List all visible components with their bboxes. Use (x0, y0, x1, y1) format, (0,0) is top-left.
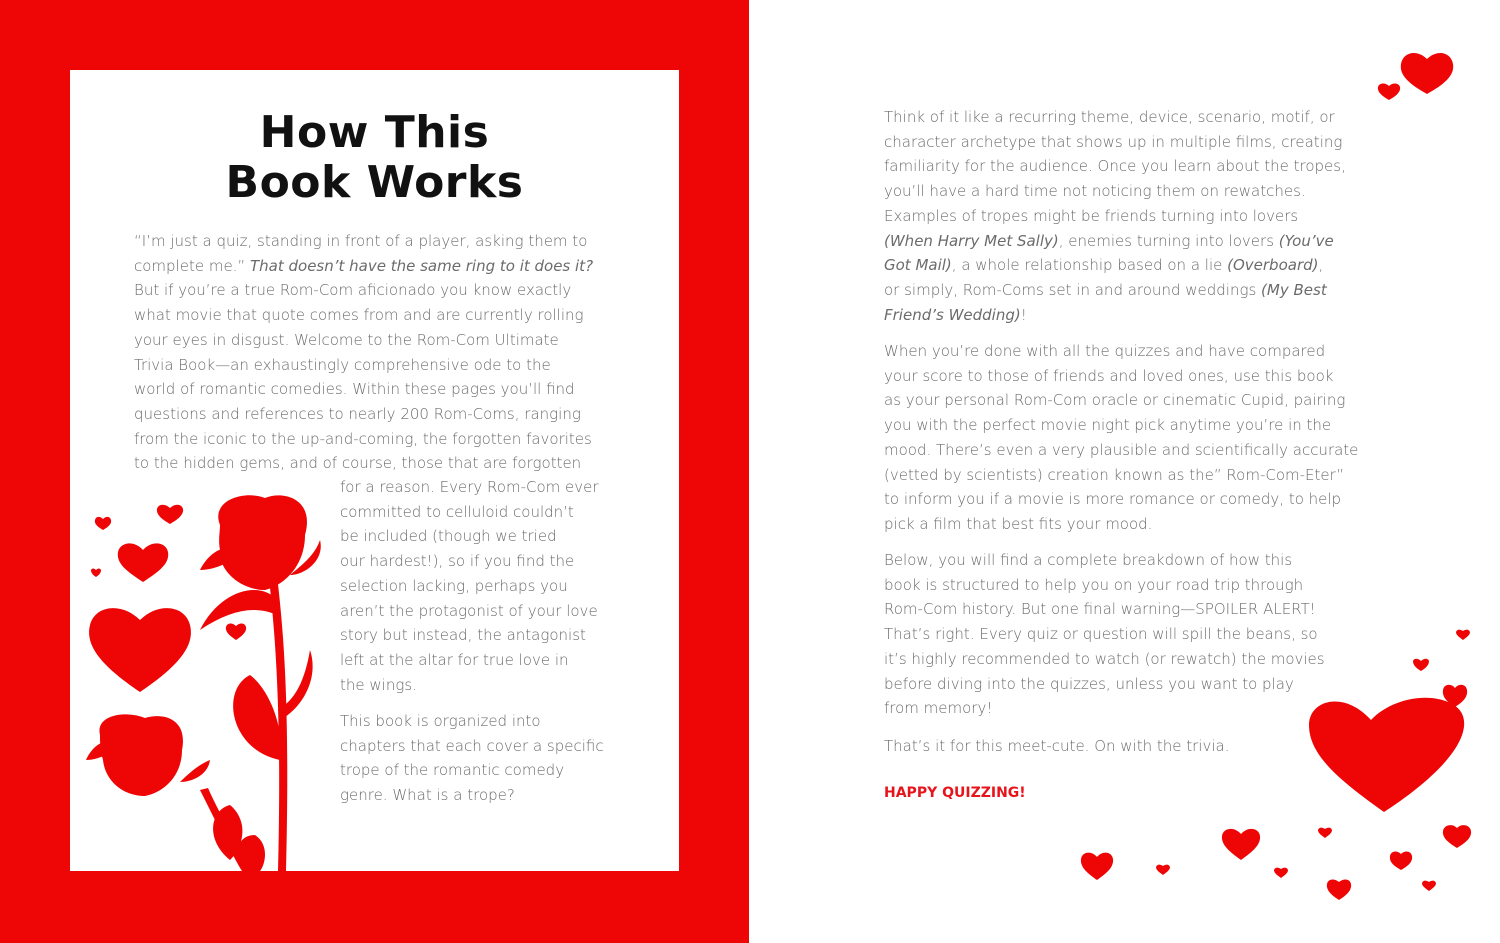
heart-icon (1274, 868, 1288, 878)
text-line: That’s it for this meet-cute. On with the trivia. (884, 737, 1230, 755)
text-line: aren’t the protagonist of your love (340, 601, 598, 620)
text-line: to inform you if a movie is more romance or comedy, to help (884, 490, 1342, 509)
text-line: Rom-Com history. But one final warning—SPOILER ALERT! (884, 600, 1316, 619)
text-line: before diving into the quizzes, unless you want to play (884, 674, 1294, 693)
text-line: as your personal Rom-Com oracle or cinematic Cupid, pairing (884, 391, 1346, 410)
trope-definition-paragraph (884, 105, 1346, 327)
text-line: character archetype that shows up in multiple films, creating (884, 132, 1343, 151)
spoiler-paragraph (884, 548, 1325, 721)
heart-icon (1378, 83, 1400, 100)
text-span: , (1318, 256, 1324, 275)
heart-icon (91, 569, 101, 578)
heart-icon (1081, 853, 1113, 880)
heart-icon (1327, 880, 1351, 900)
movie-title: Got Mail) (884, 256, 952, 275)
heart-icon (89, 608, 191, 692)
text-line: Trivia Book—an exhaustingly comprehensive ode to the (134, 355, 551, 374)
movie-title: (My Best (1261, 280, 1327, 299)
text-line: familiarity for the audience. Once you learn about the tropes, (884, 157, 1346, 176)
text-line: from the iconic to the up-and-coming, the forgotten favorites (134, 429, 592, 448)
heart-icon (118, 543, 168, 582)
text-line: the wings. (340, 675, 417, 694)
movie-title: (Overboard) (1227, 256, 1319, 275)
intro-paragraph (134, 229, 593, 476)
text-line: selection lacking, perhaps you (340, 576, 568, 595)
text-line: you’ll have a hard time not noticing them on rewatches. (884, 182, 1306, 201)
heart-icon (1422, 881, 1436, 891)
text-line: world of romantic comedies. Within these pages you’ll find (134, 380, 575, 399)
text-span: ! (1020, 305, 1027, 324)
text-line (884, 229, 1346, 254)
leaf (238, 835, 265, 871)
meet-cute-paragraph (884, 734, 1229, 759)
heart-icon (1222, 829, 1260, 860)
heart-icon (1401, 53, 1453, 94)
text-line: pick a film that best fits your mood. (884, 514, 1153, 533)
text-span: complete me.” (134, 256, 250, 275)
text-line: mood. There’s even a very plausible and scientifically accurate (884, 440, 1359, 459)
text-line: be included (though we tried (340, 527, 557, 546)
text-line (884, 253, 1346, 278)
text-line: Examples of tropes might be friends turning into lovers (884, 206, 1299, 225)
text-line: what movie that quote comes from and are currently rolling (134, 306, 584, 325)
text-line: genre. What is a trope? (340, 786, 515, 805)
text-line: for a reason. Every Rom-Com ever (340, 478, 599, 496)
text-line: (vetted by scientists) creation known as the” Rom-Com-Eter” (884, 465, 1345, 484)
text-line: This book is organized into (340, 712, 541, 730)
text-line: from memory! (884, 699, 993, 718)
rose-icon (200, 495, 321, 590)
heart-icon (1318, 828, 1332, 838)
heart-icon (226, 623, 246, 640)
page-title-line-2: Book Works (225, 157, 524, 208)
italic-text: That doesn’t have the same ring to it does it? (249, 256, 594, 275)
text-span: or simply, Rom-Coms set in and around weddings (884, 280, 1262, 299)
page-title-line-1: How This (259, 107, 490, 158)
text-line: Below, you will find a complete breakdown of how this (884, 551, 1293, 569)
heart-icon (1443, 825, 1471, 848)
organization-paragraph (340, 709, 604, 808)
movie-title: (When Harry Met Sally) (884, 231, 1059, 250)
text-line (134, 254, 593, 279)
text-line: committed to celluloid couldn’t (340, 502, 574, 521)
rose-icon (86, 714, 210, 796)
text-panel (70, 70, 679, 871)
heart-icon (95, 517, 111, 530)
text-line: your eyes in disgust. Welcome to the Rom-Com Ultimate (134, 330, 559, 349)
text-line: That’s right. Every quiz or question will spill the beans, so (884, 625, 1318, 644)
text-line: left at the altar for true love in (340, 650, 569, 669)
heart-icon (1390, 852, 1412, 870)
movie-title: Friend’s Wedding) (884, 305, 1021, 324)
heart-icon (1156, 865, 1170, 875)
text-line: But if you’re a true Rom-Com aficionado you know exactly (134, 281, 572, 300)
heart-icon (1413, 659, 1429, 671)
text-line: our hardest!), so if you find the (340, 552, 575, 571)
text-line: story but instead, the antagonist (340, 626, 586, 645)
text-line: you with the perfect movie night pick anytime you’re in the (884, 416, 1332, 435)
text-line: your score to those of friends and loved ones, use this book (884, 366, 1334, 385)
leaf (233, 675, 281, 760)
intro-paragraph-continued (340, 475, 599, 697)
left-page (0, 0, 749, 943)
rose-stem (200, 590, 277, 630)
text-line: trope of the romantic comedy (340, 761, 565, 780)
text-line: book is structured to help you on your road trip through (884, 575, 1304, 594)
right-page (749, 0, 1500, 943)
text-line: “I’m just a quiz, standing in front of a player, asking them to (134, 232, 588, 250)
text-line: When you’re done with all the quizzes and have compared (884, 342, 1326, 360)
text-line: chapters that each cover a specific (340, 736, 604, 755)
text-span: , enemies turning into lovers (1058, 231, 1279, 250)
text-line: questions and references to nearly 200 Rom-Coms, ranging (134, 404, 581, 423)
closing-heading: HAPPY QUIZZING! (884, 785, 1026, 801)
heart-icon (1456, 630, 1470, 640)
oracle-paragraph (884, 339, 1358, 537)
text-line: it’s highly recommended to watch (or rewatch) the movies (884, 649, 1325, 668)
text-line (884, 278, 1346, 303)
text-line: Think of it like a recurring theme, device, scenario, motif, or (884, 108, 1335, 126)
text-line: to the hidden gems, and of course, those that are forgotten (134, 454, 582, 473)
heart-icon (157, 505, 183, 524)
text-span: , a whole relationship based on a lie (951, 256, 1228, 275)
heart-icon (1309, 698, 1464, 812)
text-line (884, 303, 1346, 328)
movie-title: (You’ve (1278, 231, 1334, 250)
